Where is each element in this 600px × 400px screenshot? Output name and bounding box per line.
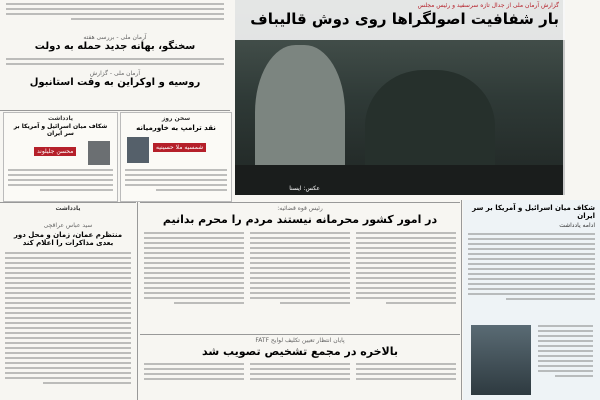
box1-avatar <box>127 137 149 163</box>
box1-headline[interactable]: نقد ترامپ به خاورمیانه <box>136 124 216 132</box>
item2-headline[interactable]: روسیه و اوکراین به وقت استانبول <box>29 76 201 88</box>
main-headline[interactable]: در امور کشور محرمانه نیستند مردم را محرم بدانیم <box>162 213 438 226</box>
item2-kicker: آرمان ملی - گزارش <box>89 69 141 77</box>
right-col-photo <box>471 325 531 395</box>
item1-headline[interactable]: سخنگو، بهانه جدید حمله به دولت <box>34 41 196 52</box>
box2-title: یادداشت <box>48 115 73 122</box>
box2-author: محسن جلیلوند <box>34 147 76 156</box>
vertical-divider-2 <box>461 200 462 400</box>
bottom-center-story <box>140 334 460 400</box>
box1-author: شمسیه ملا حسینیه <box>153 143 206 152</box>
right-col-body <box>468 233 595 300</box>
bottom-center-kicker: پایان انتظار تعیین تکلیف لوایح FATF <box>255 337 345 344</box>
item1-kicker: آرمان ملی - بررسی هفته <box>83 34 147 41</box>
top-left-section <box>0 0 230 108</box>
box1-title: سخن روز <box>161 115 191 122</box>
main-kicker: رئیس قوه قضائیه: <box>277 205 323 212</box>
bottom-left-title: یادداشت <box>55 205 81 212</box>
opinion-box-2 <box>3 112 118 202</box>
photo-caption: عکس: ایسنا <box>289 185 320 192</box>
vertical-divider-1 <box>137 202 138 400</box>
divider <box>0 110 230 111</box>
box2-headline[interactable]: شکاف میان اسرائیل و آمریکا بر سر ایران <box>13 123 108 137</box>
bottom-left-story <box>0 202 136 400</box>
bottom-left-kicker: سید عباس عراقچی <box>43 222 93 229</box>
right-col-sub: ادامه یادداشت <box>559 222 595 230</box>
bottom-left-headline[interactable]: منتظرم عمان، زمان و محل دور بعدی مذاکرات را اعلام کند <box>13 231 123 248</box>
right-column <box>463 200 600 400</box>
lead-kicker: گزارش آرمان ملی از جدال تازه سرسفید و رئیس مجلس <box>417 2 559 9</box>
main-story <box>140 202 460 332</box>
right-col-headline[interactable]: شکاف میان اسرائیل و آمریکا بر سر ایران <box>472 204 595 221</box>
top-right-header <box>235 0 565 40</box>
box2-avatar <box>88 141 110 165</box>
lead-headline[interactable]: بار شفافیت اصولگراها روی دوش قالیباف <box>250 10 559 28</box>
opinion-box-1 <box>120 112 232 202</box>
bottom-center-headline[interactable]: بالاخره در مجمع تشخیص تصویب شد <box>201 345 399 358</box>
